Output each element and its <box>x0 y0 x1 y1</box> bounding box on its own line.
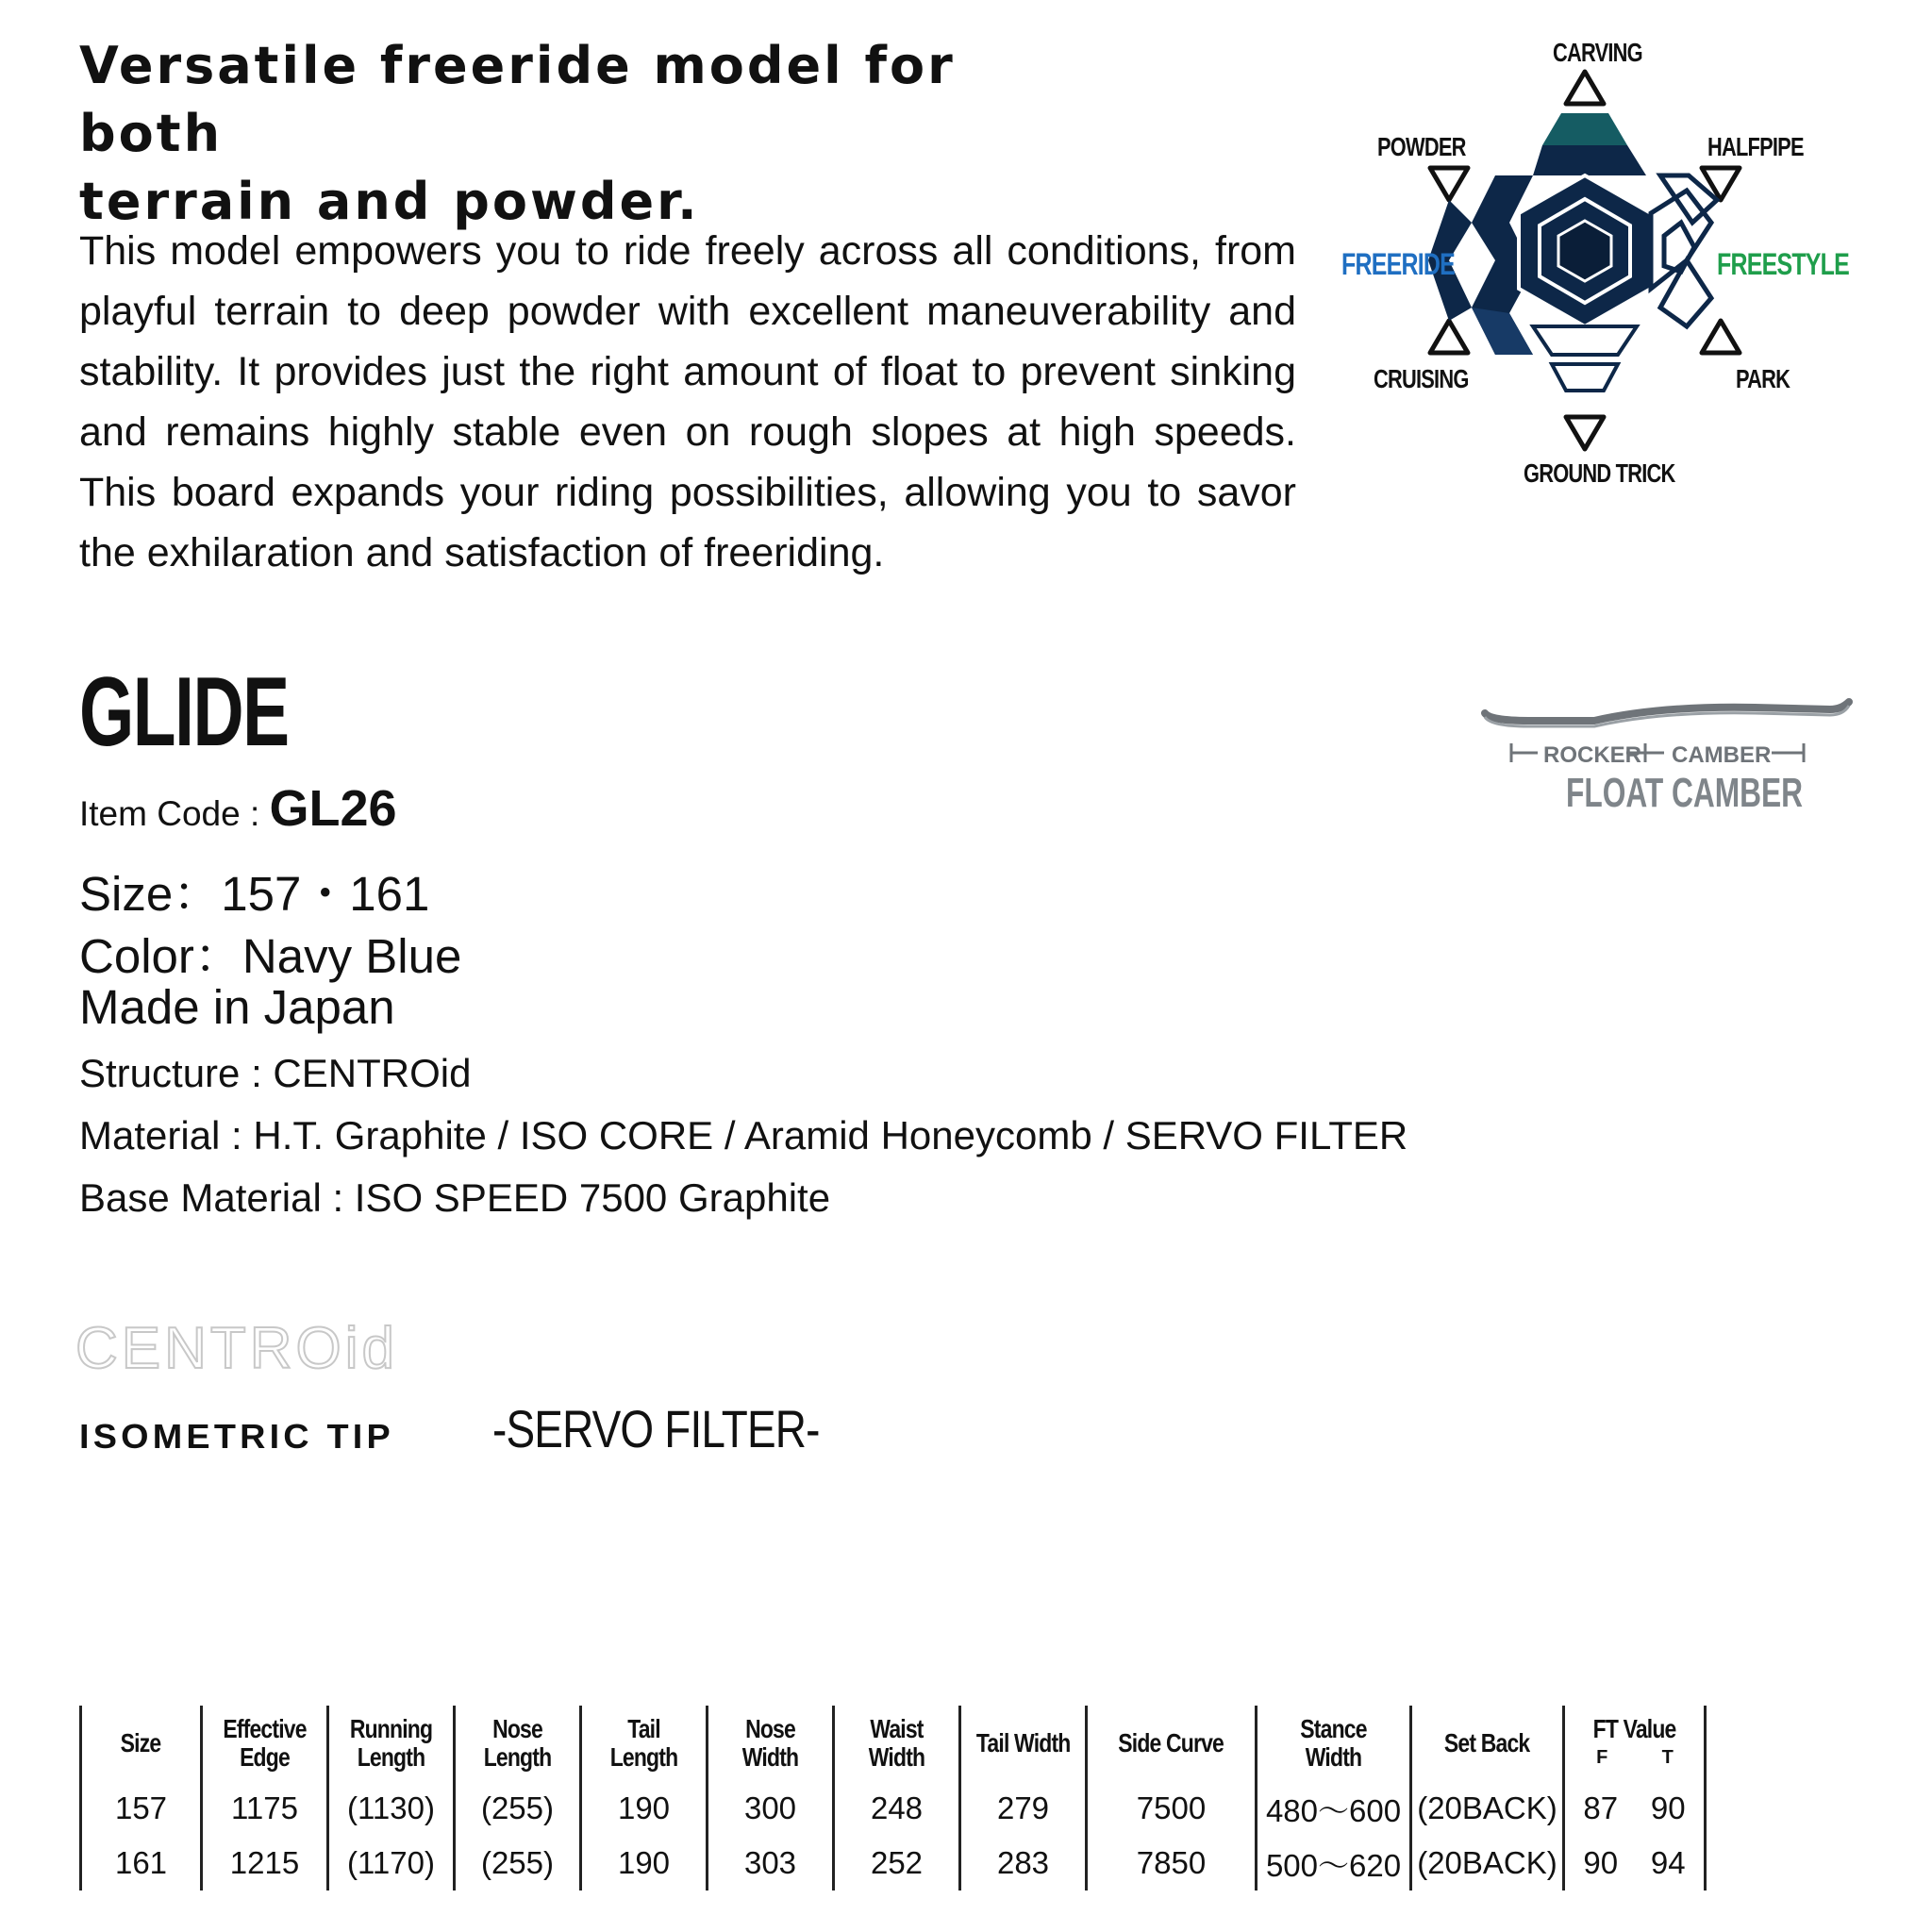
table-cell: 190 <box>581 1781 708 1836</box>
table-row <box>81 1781 1706 1836</box>
model-name: GLIDE <box>79 658 289 767</box>
col-tail-length: Tail Length <box>581 1706 708 1781</box>
riding-style-hexagram <box>1330 34 1858 506</box>
ft-tail-value: 90 <box>1650 1790 1686 1825</box>
camber-name: FLOAT CAMBER <box>1566 770 1804 816</box>
table-cell: 190 <box>581 1836 708 1890</box>
table-cell: 480～600 <box>1257 1781 1411 1836</box>
table-cell: 500～620 <box>1257 1836 1411 1890</box>
table-cell: (1130) <box>328 1781 455 1836</box>
table-cell-ft <box>1564 1781 1706 1836</box>
made-in-line: Made in Japan <box>79 980 395 1034</box>
label-freeride: FREERIDE <box>1341 247 1455 281</box>
rocker-label: ROCKER <box>1543 742 1642 768</box>
table-cell-ft <box>1564 1836 1706 1890</box>
headline-line-1: Versatile freeride model for both <box>79 36 956 163</box>
ground-trick-arrow-icon <box>1566 417 1604 449</box>
label-freestyle: FREESTYLE <box>1717 247 1849 281</box>
headline-line-2: terrain and powder. <box>79 172 700 231</box>
col-stance-width: Stance Width <box>1257 1706 1411 1781</box>
headline <box>79 32 1117 236</box>
spec-table-header-row <box>81 1706 1706 1781</box>
table-cell: 7850 <box>1087 1836 1257 1890</box>
powder-arrow-icon <box>1430 168 1468 200</box>
col-set-back: Set Back <box>1411 1706 1564 1781</box>
table-cell: 300 <box>708 1781 834 1836</box>
label-park: PARK <box>1736 364 1790 393</box>
label-ground-trick: GROUND TRICK <box>1524 458 1675 488</box>
label-cruising: CRUISING <box>1374 364 1469 393</box>
table-cell: 248 <box>834 1781 960 1836</box>
camber-label: CAMBER <box>1672 742 1772 768</box>
size-line: Size：157・161 <box>79 867 430 921</box>
table-cell: 279 <box>960 1781 1087 1836</box>
ft-front-value: 90 <box>1583 1845 1619 1880</box>
isometric-tip-logo: ISOMETRIC TIP <box>79 1417 394 1456</box>
table-cell: 252 <box>834 1836 960 1890</box>
col-side-curve: Side Curve <box>1087 1706 1257 1781</box>
item-code <box>79 779 397 838</box>
table-cell: (20BACK) <box>1411 1836 1564 1890</box>
spec-table <box>79 1706 1707 1890</box>
ft-tail-value: 94 <box>1650 1845 1686 1880</box>
description-paragraph: This model empowers you to ride freely across all conditions, from playful terrain to deep powder with excellent maneuverability and stability. It provides just the right amount of float to prevent sinking and remains highly stable even on rough slopes at high speeds. This board expands your riding possibilities, allowing you to savor the exhilaration and satisfaction of freeriding. <box>79 228 1296 575</box>
col-size: Size <box>81 1706 202 1781</box>
table-cell: (20BACK) <box>1411 1781 1564 1836</box>
table-cell: 303 <box>708 1836 834 1890</box>
carving-arrow-icon <box>1566 72 1604 104</box>
park-arrow-icon <box>1702 321 1740 353</box>
cruising-arrow-icon <box>1430 321 1468 353</box>
col-ft-value: FT Value F T <box>1564 1706 1706 1781</box>
ft-sub-f: F <box>1596 1747 1607 1768</box>
table-cell: 1175 <box>202 1781 328 1836</box>
col-tail-width: Tail Width <box>960 1706 1087 1781</box>
base-material-line: Base Material : ISO SPEED 7500 Graphite <box>79 1175 831 1220</box>
table-cell: (255) <box>455 1781 581 1836</box>
centroid-logo <box>75 1321 491 1377</box>
halfpipe-arrow-icon <box>1702 168 1740 200</box>
structure-line: Structure : CENTROid <box>79 1051 472 1095</box>
table-cell: 157 <box>81 1781 202 1836</box>
col-waist-width: Waist Width <box>834 1706 960 1781</box>
table-cell: 7500 <box>1087 1781 1257 1836</box>
col-running-length: Running Length <box>328 1706 455 1781</box>
table-cell: 161 <box>81 1836 202 1890</box>
centroid-logo-text: CENTROid <box>75 1321 399 1377</box>
material-line: Material : H.T. Graphite / ISO CORE / Aramid Honeycomb / SERVO FILTER <box>79 1113 1408 1158</box>
col-nose-length: Nose Length <box>455 1706 581 1781</box>
ft-front-value: 87 <box>1583 1790 1619 1825</box>
item-code-value: GL26 <box>269 780 397 837</box>
servo-filter-logo: -SERVO FILTER- <box>492 1399 820 1458</box>
label-carving: CARVING <box>1553 38 1642 67</box>
table-cell: 283 <box>960 1836 1087 1890</box>
centroid-logo-graphic <box>75 1321 491 1377</box>
item-code-label: Item Code : <box>79 794 270 833</box>
table-cell: (255) <box>455 1836 581 1890</box>
table-cell: (1170) <box>328 1836 455 1890</box>
table-cell: 1215 <box>202 1836 328 1890</box>
ft-sub-t: T <box>1661 1747 1673 1768</box>
col-nose-width: Nose Width <box>708 1706 834 1781</box>
table-row <box>81 1836 1706 1890</box>
col-effective-edge: Effective Edge <box>202 1706 328 1781</box>
label-halfpipe: HALFPIPE <box>1707 132 1804 161</box>
label-powder: POWDER <box>1377 132 1466 161</box>
color-line: Color：Navy Blue <box>79 929 462 983</box>
